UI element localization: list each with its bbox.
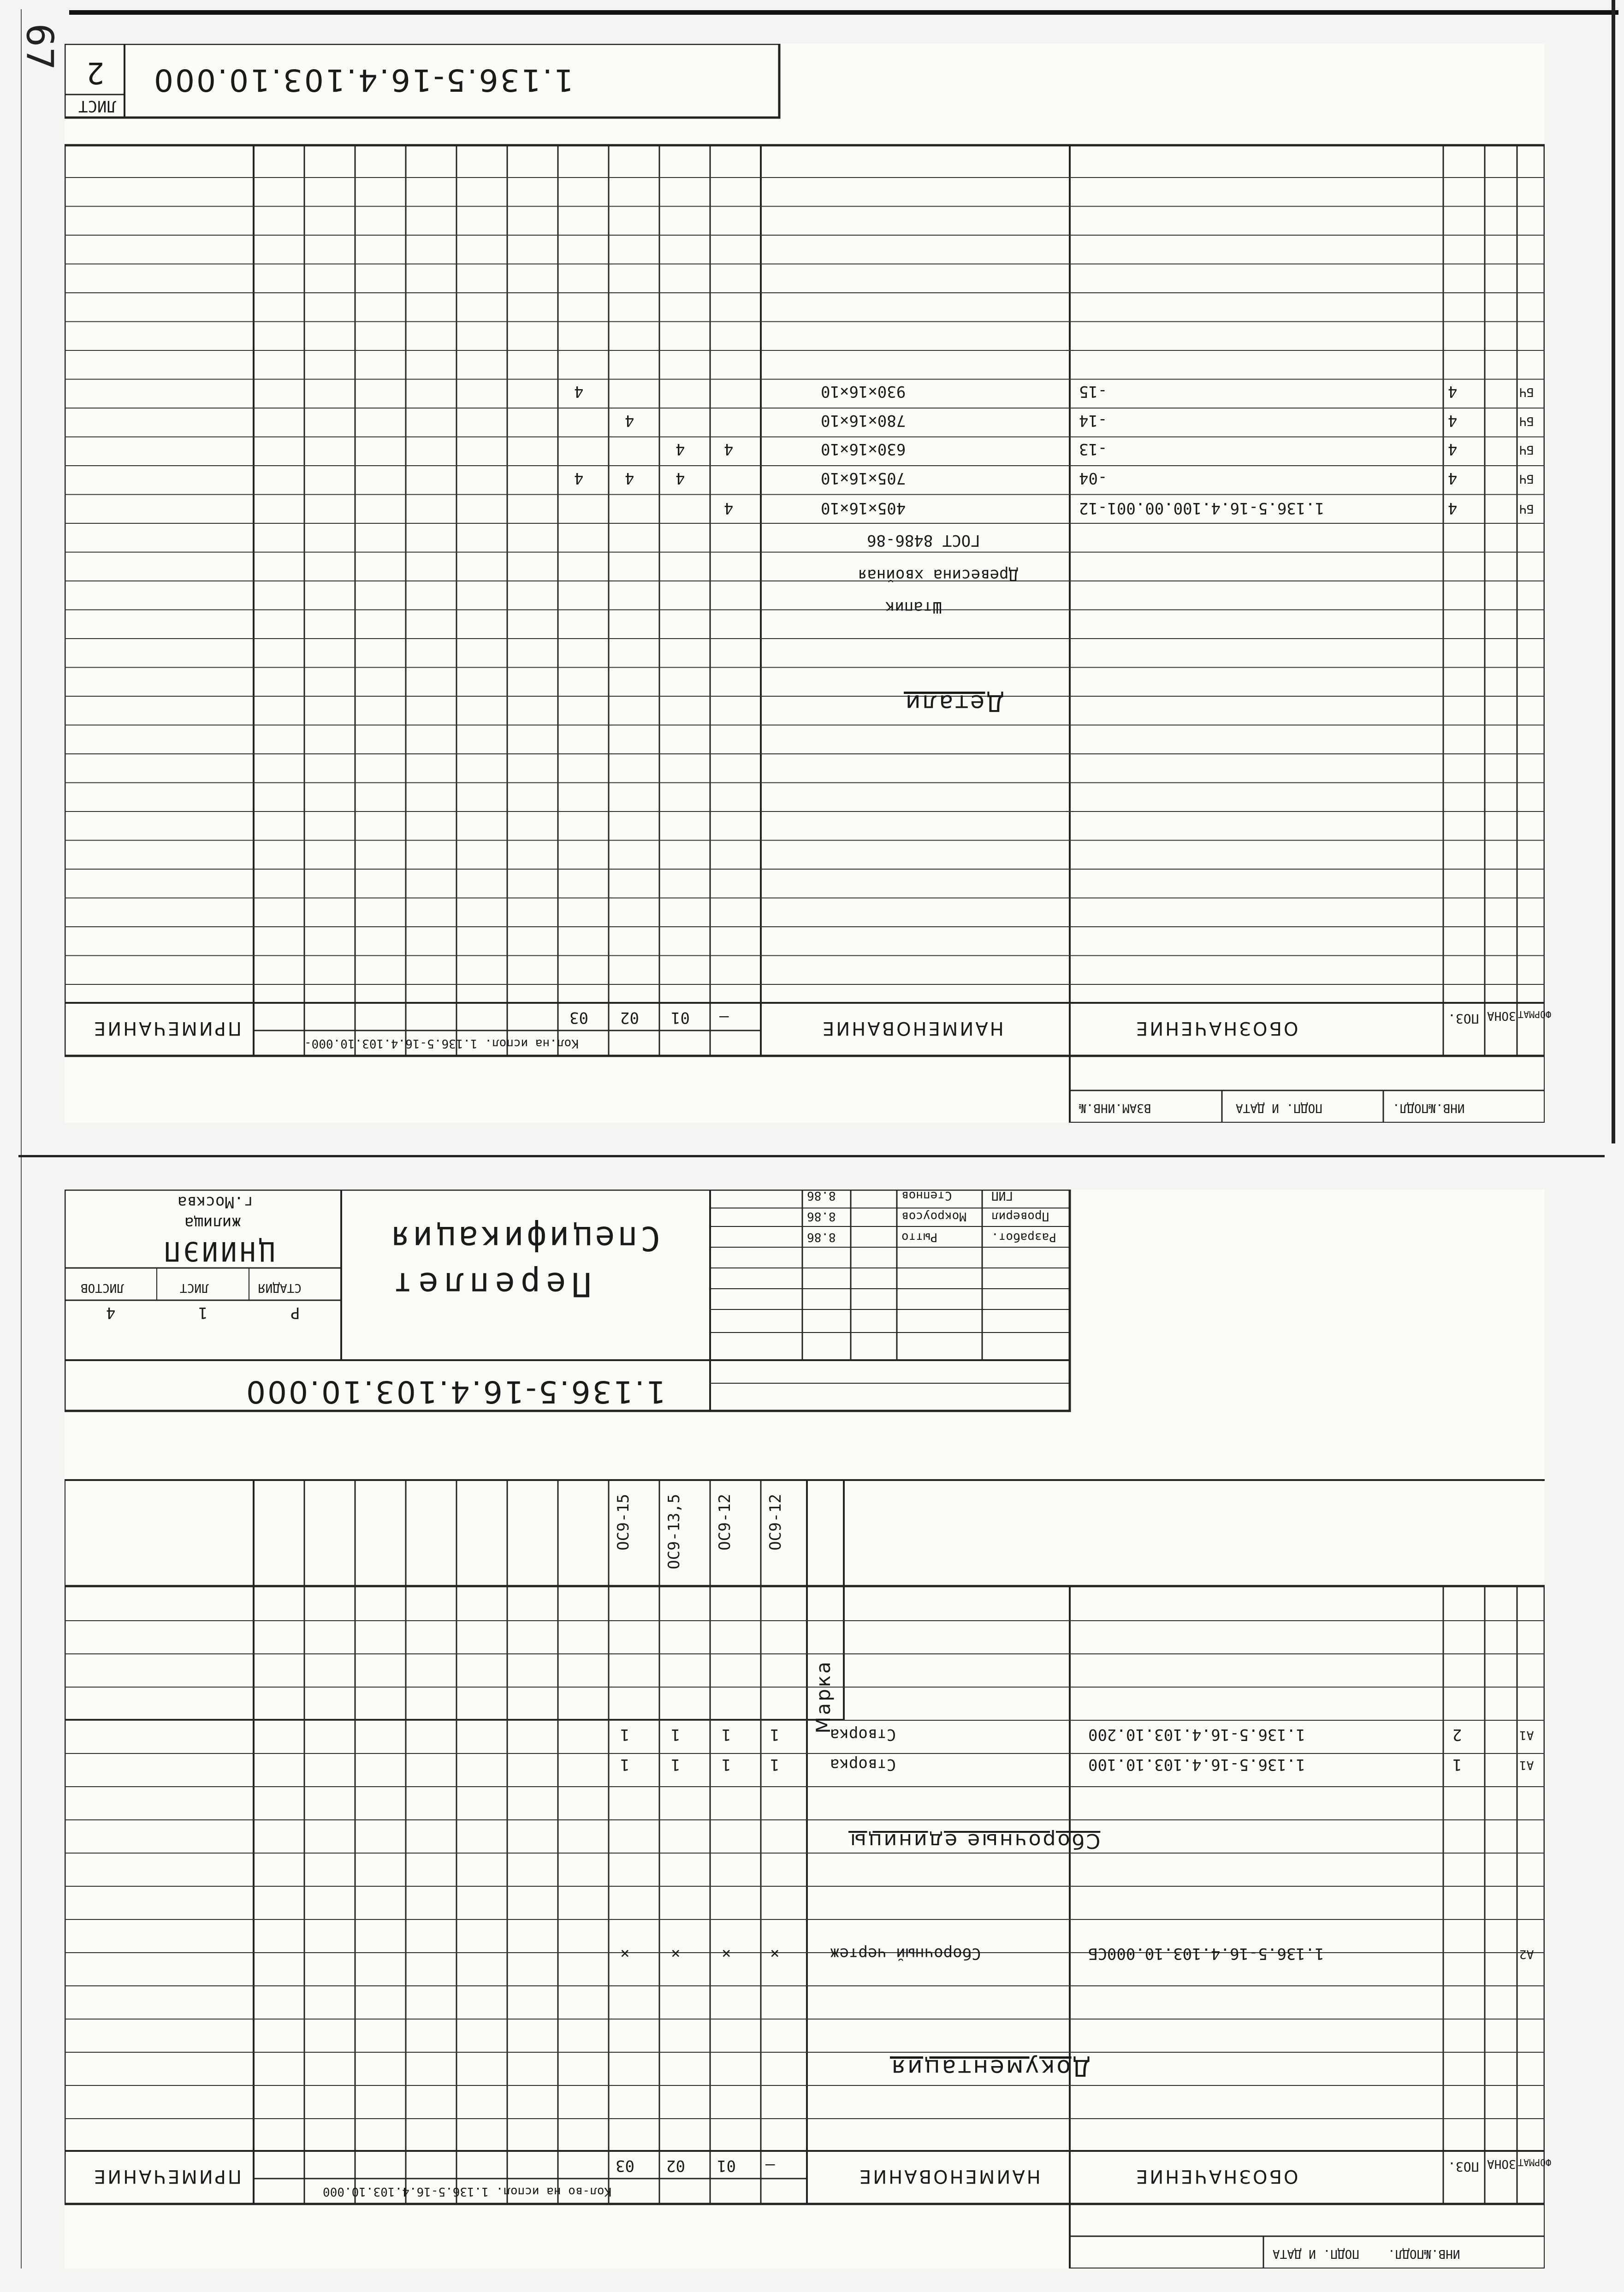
- row-name: Сборочный чертеж: [830, 1944, 981, 1963]
- header-note: ПРИМЕЧАНИЕ: [92, 1018, 242, 1039]
- mark-label: ОС9-15: [614, 1494, 633, 1551]
- row-designation: -13: [1079, 440, 1108, 458]
- qty-col-header: 01: [717, 2156, 736, 2175]
- row-qty: 1: [722, 1725, 731, 1744]
- row-qty: 1: [671, 1755, 681, 1774]
- role-label: Проверил: [991, 1209, 1049, 1223]
- marks-label: Марка: [812, 1660, 835, 1734]
- sheet-value: 1: [198, 1303, 208, 1322]
- row-format: А2: [1519, 1947, 1534, 1961]
- role-date: 8.86: [807, 1189, 836, 1202]
- s1-header-qty-title: Кол-во на испол. 1.136.5-16.4.103.10.000: [323, 2185, 612, 2198]
- row-qty: 4: [724, 440, 734, 458]
- header-pos: ПОЗ.: [1448, 1011, 1479, 1026]
- row-name: 930×16×10: [821, 382, 906, 401]
- row-pos: 1: [1452, 1755, 1462, 1774]
- list-label: ЛИСТ: [78, 97, 116, 115]
- row-pos: 4: [1448, 411, 1458, 430]
- stage-label: СТАДИЯ: [258, 1281, 302, 1295]
- row-qty: 1: [770, 1755, 780, 1774]
- sheet-label: ЛИСТ: [180, 1281, 209, 1295]
- row-qty: 1: [620, 1755, 630, 1774]
- stamp-sign-date: ПОДП. И ДАТА: [1236, 1101, 1322, 1115]
- org-line-3: г.Москва: [178, 1193, 253, 1211]
- row-designation: 1.136.5-16.4.100.00.001-12: [1079, 499, 1325, 517]
- role-name: Мокроусов: [901, 1209, 966, 1223]
- sheet-2-code: 1.136.5-16.4.103.10.000: [152, 62, 574, 98]
- mark-label: ОС9-12: [766, 1494, 785, 1551]
- row-qty: ×: [671, 1944, 681, 1963]
- row-format: БЧ: [1519, 502, 1534, 515]
- row-qty: 4: [676, 440, 685, 458]
- row-format: БЧ: [1519, 472, 1534, 486]
- row-name: 630×16×10: [821, 440, 906, 458]
- stamp-replace: ВЗАМ.ИНВ.№: [1079, 1101, 1151, 1115]
- s1-header-name: НАИМЕНОВАНИЕ: [858, 2166, 1041, 2187]
- row-name: 705×16×10: [821, 469, 906, 487]
- sheets-value: 4: [106, 1303, 116, 1322]
- qty-col-header: —: [765, 2156, 775, 2175]
- org-line-2: жилища: [184, 1214, 241, 1232]
- sheet-divider: [18, 1155, 1605, 1157]
- org-line-1: ЦНИИЭП: [161, 1236, 275, 1267]
- sheet-1-grid: [65, 1190, 1545, 2268]
- row-format: А1: [1519, 1728, 1534, 1742]
- row-qty: 4: [574, 469, 584, 487]
- s1-header-format: ФОРМАТ: [1518, 2157, 1552, 2168]
- s1-header-pos: ПОЗ.: [1448, 2159, 1479, 2174]
- role-date: 8.86: [807, 1209, 836, 1223]
- row-name: Створка: [830, 1725, 896, 1744]
- qty-col-header: 02: [620, 1008, 639, 1027]
- header-zone: ЗОНА: [1487, 1009, 1516, 1023]
- row-pos: 4: [1448, 440, 1458, 458]
- s1-header-designation: ОБОЗНАЧЕНИЕ: [1134, 2166, 1298, 2187]
- s1-stamp-sign-date: ПОДП. И ДАТА: [1273, 2247, 1359, 2261]
- section-assembly-units: Сборочные единицы: [848, 1829, 1101, 1853]
- row-pos: 4: [1448, 469, 1458, 487]
- role-name: Степнов: [901, 1189, 952, 1202]
- row-qty: 1: [722, 1755, 731, 1774]
- specification-sheet-2: [65, 44, 1552, 1123]
- page-number: 67: [18, 23, 61, 71]
- sheets-label: ЛИСТОВ: [81, 1281, 124, 1295]
- row-qty: 4: [625, 411, 634, 430]
- stage-value: Р: [290, 1303, 300, 1322]
- row-designation: -15: [1079, 382, 1108, 401]
- qty-col-header: 03: [569, 1008, 588, 1027]
- sheet-2-grid: [65, 44, 1545, 1123]
- header-name: НАИМЕНОВАНИЕ: [821, 1018, 1004, 1039]
- stamp-inv: ИНВ.№ПОДЛ.: [1393, 1101, 1465, 1115]
- role-label: Разработ.: [991, 1230, 1056, 1244]
- row-qty: 4: [724, 499, 734, 517]
- right-border: [1612, 0, 1615, 1143]
- role-date: 8.86: [807, 1230, 836, 1244]
- qty-col-header: 03: [616, 2156, 634, 2175]
- qty-col-header: 01: [671, 1008, 690, 1027]
- row-pos: 2: [1452, 1725, 1462, 1744]
- qty-col-header: 02: [666, 2156, 685, 2175]
- title-line-1: Переплет: [387, 1265, 592, 1304]
- top-border: [69, 10, 1618, 15]
- header-designation: ОБОЗНАЧЕНИЕ: [1134, 1018, 1298, 1039]
- mark-label: ОС9-12: [716, 1494, 734, 1551]
- row-format: БЧ: [1519, 443, 1534, 456]
- row-designation: 1.136.5-16.4.103.10.200: [1088, 1725, 1305, 1744]
- section-documentation: Документация: [890, 2055, 1091, 2081]
- row-designation: 1.136.5-16.4.103.10.000СБ: [1088, 1944, 1324, 1963]
- s1-header-zone: ЗОНА: [1487, 2157, 1516, 2171]
- row-designation: -14: [1079, 411, 1108, 430]
- row-pos: 4: [1448, 382, 1458, 401]
- row-designation: 1.136.5-16.4.103.10.100: [1088, 1755, 1305, 1774]
- s1-stamp-inv: ИНВ.№ПОДЛ.: [1388, 2247, 1460, 2261]
- row-qty: 1: [620, 1725, 630, 1744]
- row-format: БЧ: [1519, 414, 1534, 428]
- header-format: ФОРМАТ: [1518, 1009, 1552, 1020]
- row-name: 405×16×10: [821, 499, 906, 517]
- row-name: Створка: [830, 1755, 896, 1774]
- row-qty: 4: [625, 469, 634, 487]
- row-format: БЧ: [1519, 385, 1534, 399]
- header-qty-title: Кол.на испол. 1.136.5-16.4.103.10.000-: [304, 1036, 579, 1050]
- qty-col-header: —: [719, 1008, 729, 1027]
- row-qty: ×: [770, 1944, 780, 1963]
- row-format: А1: [1519, 1758, 1534, 1772]
- sheet-1-code: 1.136.5-16.4.103.10.000: [244, 1374, 666, 1410]
- row-qty: 1: [671, 1725, 681, 1744]
- row-qty: ×: [722, 1944, 731, 1963]
- row-qty: 4: [574, 382, 584, 401]
- section-details: Детали: [904, 690, 1005, 717]
- row-name: 780×16×10: [821, 411, 906, 430]
- row-qty: 4: [676, 469, 685, 487]
- role-name: Рытто: [901, 1230, 938, 1244]
- specification-sheet-1: [65, 1189, 1552, 2268]
- mark-label: ОС9-13,5: [665, 1494, 683, 1569]
- row-qty: 1: [770, 1725, 780, 1744]
- binding-line: [21, 9, 22, 2268]
- material-line-3: ГОСТ 8486-86: [867, 531, 980, 550]
- list-number: 2: [85, 55, 105, 89]
- s1-header-note: ПРИМЕЧАНИЕ: [92, 2166, 242, 2187]
- row-designation: -04: [1079, 469, 1108, 487]
- material-line-1: Штапик: [885, 598, 942, 616]
- row-pos: 4: [1448, 499, 1458, 517]
- role-label: ГИП: [991, 1189, 1013, 1202]
- material-line-2: Древесина хвойная: [858, 566, 1018, 584]
- title-line-2: Спецификация: [387, 1219, 661, 1258]
- row-qty: ×: [620, 1944, 630, 1963]
